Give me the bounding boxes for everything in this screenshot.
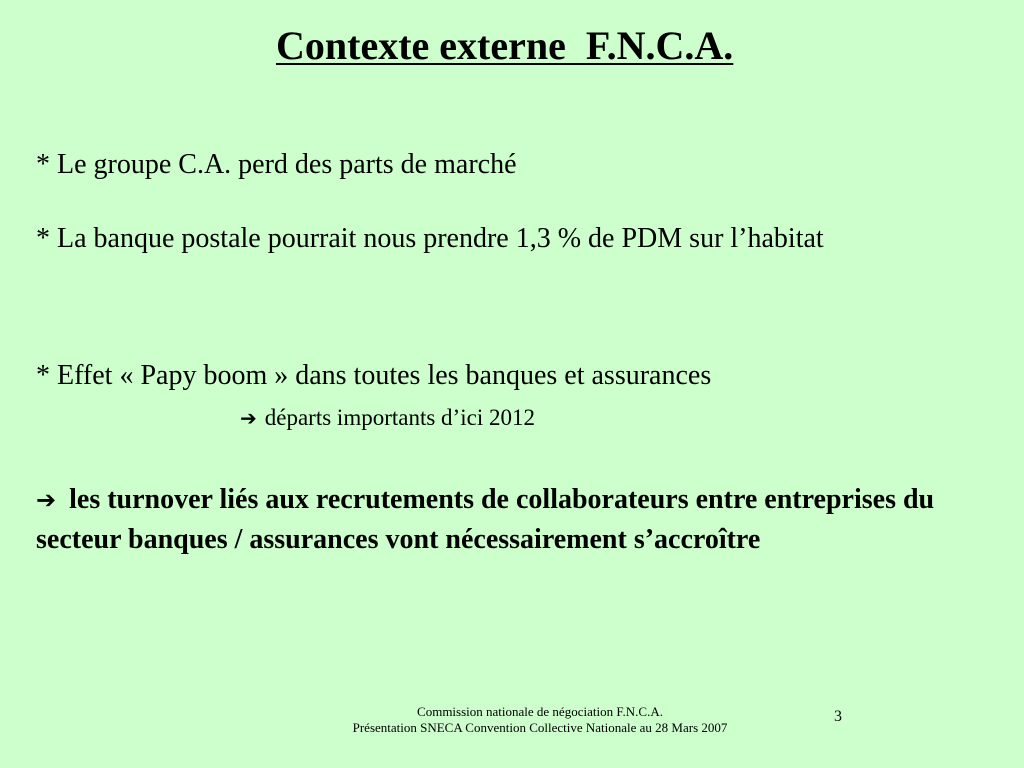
- footer-line-2: Présentation SNECA Convention Collective Nationale au 28 Mars 2007: [352, 720, 728, 735]
- footer-line-1: Commission nationale de négociation F.N.C.A.: [417, 704, 663, 719]
- slide-title: Contexte externe F.N.C.A.: [276, 23, 734, 68]
- sub-point-text: départs importants d’ici 2012: [264, 405, 535, 430]
- sub-point-departures: [240, 402, 535, 434]
- bullet-market-share: * Le groupe C.A. perd des parts de marché: [36, 149, 517, 180]
- page-number: 3: [834, 708, 842, 725]
- footer: [320, 704, 760, 736]
- conclusion-text: les turnover liés aux recrutements de collaborateurs entre entreprises du secteur banques / assurances vont nécessairement s’accroître: [36, 484, 935, 555]
- conclusion: [36, 480, 996, 559]
- right-arrow-icon: ➔: [36, 486, 57, 514]
- bullet-papy-boom: * Effet « Papy boom » dans toutes les banques et assurances: [36, 360, 712, 391]
- right-arrow-icon: ➔: [240, 406, 257, 430]
- bullet-banque-postale: * La banque postale pourrait nous prendre 1,3 % de PDM sur l’habitat: [36, 223, 824, 254]
